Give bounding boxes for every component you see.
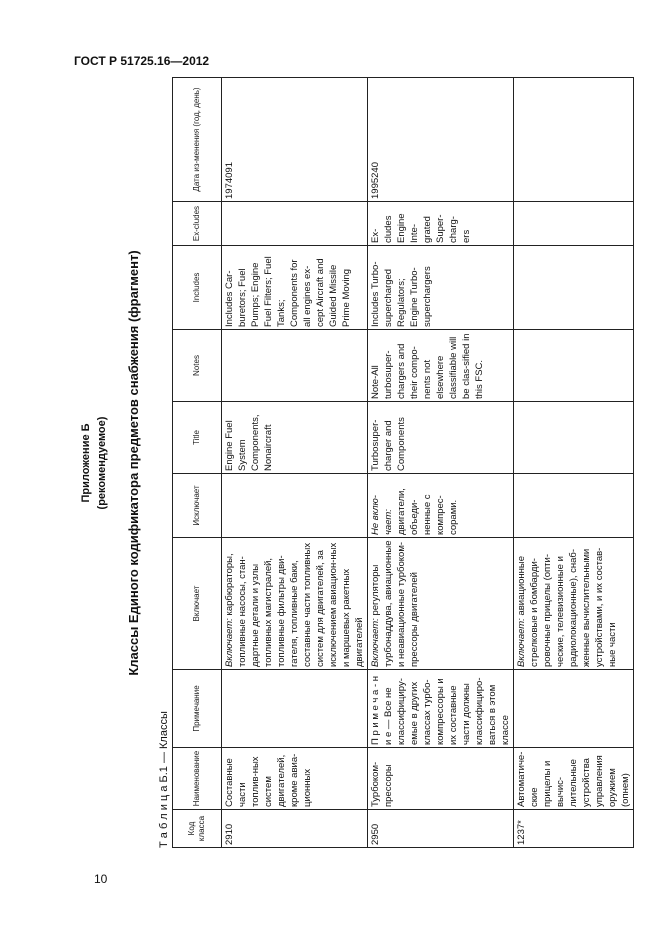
includes-text: карбюраторы, топливные насосы, стан-дартные детали и узлы топливных магистралей, топливные фильтры дви-гателя, топливные баки, составные части топливных систем для двигателей, за исключением авиацион-ных и маршевых ракетных двигателей [224,542,365,667]
cell-notes: Note-All turbosuper-chargers and their compo-nents not elsewhere classifiable will be clas-sified in this FSC. [368,330,514,402]
table-row [222,78,368,848]
cell-name: Составные части топлив-ных систем двигателей, кроме авиа-ционных [222,748,368,810]
table-header-row [173,78,222,848]
cell-code: 2910 [222,810,368,848]
classes-table [172,77,634,848]
table-row [514,78,634,848]
includes-text: регуляторы турбонаддува, авиационные и неавиационные турбоком-прессоры двигателей [370,540,420,667]
header-excludes: Ex-cludes [173,202,222,246]
excludes-text: двигатели, объеди-ненные с компрес-сорами. [396,488,459,535]
cell-includes: Includes Turbo-supercharged Regulators; Engine Turbo-superchargers [368,246,514,330]
cell-date: 1995240 [368,78,514,202]
annex-status: (рекомендуемое) [96,416,108,510]
cell-includes-ru [514,538,634,670]
cell-name: Турбоком-прессоры [368,748,514,810]
includes-label: Включает: [370,618,381,667]
annex-label: Приложение Б [80,423,92,503]
cell-title: Turbosuper-charger and Components [368,402,514,474]
cell-note [514,670,634,748]
cell-code: 2950 [368,810,514,848]
cell-notes [514,330,634,402]
cell-excludes [514,202,634,246]
header-code: Код класса [173,810,222,848]
includes-text: авиационные стрелковые и бомбарди-ровочные прицелы (опти-ческие, телевизионные и радиолокационные), снаб-женные вычислительными устройствами, и их состав-ные части [516,547,618,667]
header-date: Дата из-менения (год, день) [173,78,222,202]
table-caption: Т а б л и ц а Б.1 — Классы [158,711,170,848]
cell-date: 1974091 [222,78,368,202]
cell-includes: Includes Car-buretors; Fuel Pumps; Engine Fuel Filters; Fuel Tanks; Components for all engines ex-cept Aircraft and Guided Missile Prime Moving [222,246,368,330]
header-note: Примечание [173,670,222,748]
header-title: Title [173,402,222,474]
cell-name: Автоматиче-ские прицелы и вычис-лительные устройства управления оружием (опнем) [514,748,634,810]
cell-date [514,78,634,202]
cell-includes-ru [368,538,514,670]
excludes-label: Не вклю-чает: [370,495,394,535]
annex-title: Классы Единого кодификатора предметов снабжения (фрагмент) [126,250,141,676]
cell-note [222,670,368,748]
table-row [368,78,514,848]
header-notes: Notes [173,330,222,402]
cell-code: 1237* [514,810,634,848]
cell-note: П р и м е ч а - н и е — Все не классифициру-емые в других классах турбо-компрессоры и их составные части должны классифициро-ваться в этом классе [368,670,514,748]
includes-label: Включает: [516,618,527,667]
cell-title: Engine Fuel System Components, Nonaircraft [222,402,368,474]
cell-includes [514,246,634,330]
cell-excludes-ru [514,474,634,538]
cell-excludes-ru [368,474,514,538]
includes-label: Включает: [224,618,235,667]
cell-excludes [222,202,368,246]
cell-excludes: Ex-cludes Engine Inte-grated Super-charg-ers [368,202,514,246]
rotated-content [60,78,631,848]
document-header: ГОСТ Р 51725.16—2012 [74,54,210,68]
header-name: Наименование [173,748,222,810]
cell-notes [222,330,368,402]
cell-excludes-ru [222,474,368,538]
cell-title [514,402,634,474]
header-includes: Includes [173,246,222,330]
header-excludes-ru: Исключает [173,474,222,538]
header-includes-ru: Включает [173,538,222,670]
cell-includes-ru [222,538,368,670]
page-number: 10 [94,872,108,886]
